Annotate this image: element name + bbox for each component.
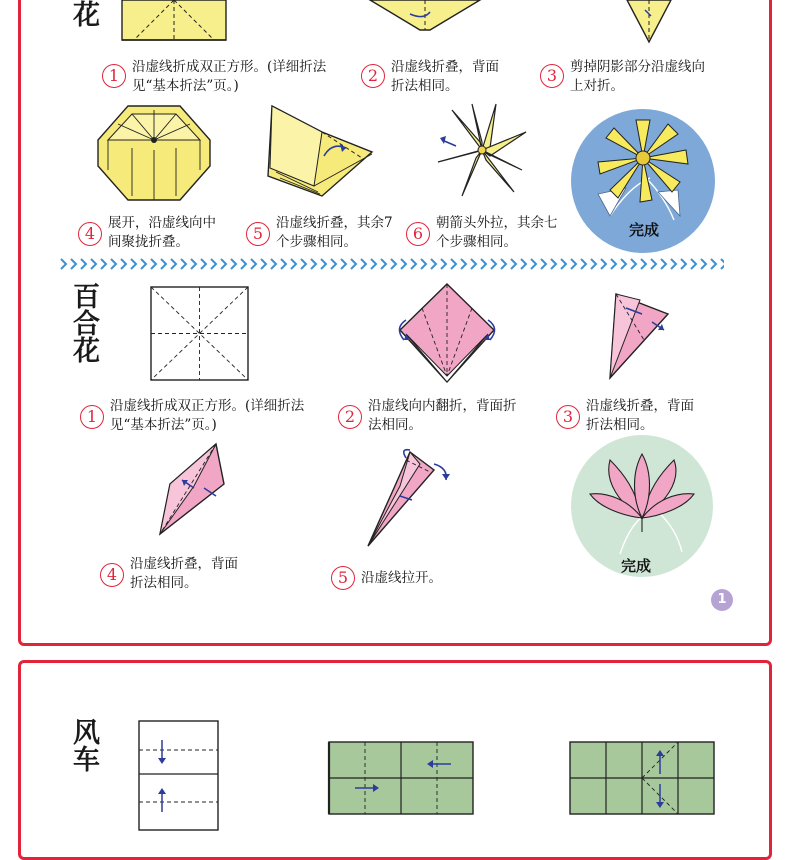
step-number: 4 [100,563,124,587]
step-text: 沿虚线折叠，背面折法相同。 [130,556,238,591]
step-number: 1 [102,64,126,88]
chrysanthemum-step4-diagram [88,100,220,206]
step-number: 6 [406,222,430,246]
step-text: 沿虚线折叠，其余7个步骤相同。 [276,215,393,250]
lily-step1-caption [76,397,316,441]
pinwheel-step1-diagram [138,720,220,830]
chrysanthemum-step3-diagram [625,0,675,44]
step-text: 朝箭头外拉，其余七个步骤相同。 [436,215,558,250]
chrysanthemum-step6-diagram [432,100,532,200]
lily-step3-diagram [604,288,674,382]
lily-step2-diagram [392,282,502,386]
lily-step5-caption [327,566,517,592]
chrysanthemum-step4-caption [74,214,234,258]
lily-step1-diagram [150,286,250,382]
step-text: 沿虚线折成双正方形。(详细折法见“基本折法”页。) [132,59,327,94]
pinwheel-step3-diagram [568,740,716,820]
chrysanthemum-step1-diagram [118,0,230,44]
step-text: 沿虚线拉开。 [361,570,442,586]
step-number: 5 [331,566,355,590]
chrysanthemum-step2-diagram [370,0,480,34]
pinwheel-step2-diagram [327,740,475,820]
chrysanthemum-step5-diagram [262,102,380,200]
step-number: 2 [338,405,362,429]
step-text: 沿虚线折叠，背面折法相同。 [586,398,694,433]
lily-step5-diagram [360,448,456,550]
step-text: 沿虚线折叠，背面折法相同。 [391,59,499,94]
lily-step4-caption [96,555,286,599]
chrysanthemum-step3-caption [534,58,734,102]
chrysanthemum-finish-label: 完成 [629,221,660,239]
page-number-badge: 1 [711,589,733,611]
step-number: 3 [556,405,580,429]
chrysanthemum-step2-caption [357,58,527,102]
lily-title: 百合花 [68,282,99,363]
step-number: 3 [540,64,564,88]
chrysanthemum-step1-caption [96,58,346,102]
chrysanthemum-step6-caption [402,214,572,258]
lily-step4-diagram [154,440,228,538]
lily-step2-caption [334,397,534,441]
step-text: 沿虚线向内翻折，背面折法相同。 [368,398,517,433]
step-text: 剪掉阴影部分沿虚线向上对折。 [570,59,705,94]
step-number: 1 [80,405,104,429]
pinwheel-title: 风车 [68,718,99,772]
step-number: 2 [361,64,385,88]
step-number: 4 [78,222,102,246]
step-text: 沿虚线折成双正方形。(详细折法见“基本折法”页。) [110,398,305,433]
chrysanthemum-step5-caption [242,214,402,258]
lily-finish-label: 完成 [621,557,652,575]
section-divider [60,258,724,270]
step-number: 5 [246,222,270,246]
step-text: 展开，沿虚线向中间聚拢折叠。 [108,215,216,250]
chrysanthemum-title: 花 [68,0,99,27]
